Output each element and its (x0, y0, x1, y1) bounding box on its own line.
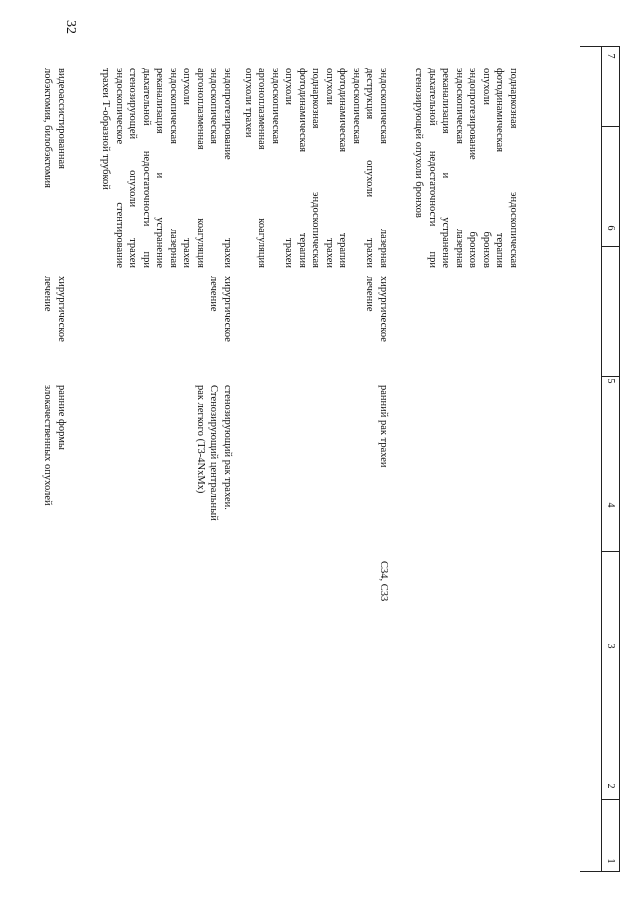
cell-diagnosis (41, 385, 68, 555)
cell-line: фотодинамическая терапия (494, 68, 506, 268)
cell-line: эндопротезирование трахеи (222, 68, 233, 268)
cell-line: эндоскопическая лазерная (168, 68, 179, 268)
cell-line: опухоли трахеи (324, 68, 335, 268)
cell-line: хирургическое (56, 276, 67, 342)
column-number-6: 6 (605, 225, 616, 231)
cell-line: эндоскопическая (351, 68, 362, 144)
cell-line: эндопротезирование бронхов (467, 68, 479, 268)
page-number: 32 (63, 20, 78, 34)
cell-line: стенозирующий рак трахеи. (222, 385, 233, 510)
cell-line: аргоноплазменная коагуляция (195, 68, 206, 268)
cell-method (99, 68, 234, 268)
col-border (602, 551, 620, 552)
cell-line: ранний рак трахеи (378, 385, 389, 468)
cell-line: аргоноплазменная коагуляция (256, 68, 268, 268)
cell-method (41, 68, 68, 268)
cell-line: деструкция опухоли трахеи (364, 68, 376, 268)
cell-line: эндоскопическая (270, 68, 281, 144)
cell-line: опухоли бронхов (481, 68, 492, 268)
cell-line: лечение (208, 276, 220, 312)
cell-treatment-type (41, 276, 68, 356)
column-number-3: 3 (605, 643, 616, 649)
cell-line: фотодинамическая терапия (297, 68, 308, 268)
cell-line: рак легкого (T3-4NxMx) (195, 385, 206, 494)
cell-diagnosis (194, 385, 235, 555)
column-number-7: 7 (605, 53, 616, 59)
col-border (602, 799, 620, 800)
cell-line: эндоскопическая (208, 68, 220, 144)
cell-line: хирургическое (378, 276, 389, 342)
cell-line: поднаркозная эндоскопическая (310, 68, 322, 268)
cell-line: реканализация и устранение (440, 68, 452, 268)
cell-line: стенозирующей опухоли трахеи (127, 68, 139, 268)
cell-line: эндоскопическая лазерная (378, 68, 389, 268)
cell-method (242, 68, 391, 268)
table-top-border (619, 46, 620, 872)
cell-line: хирургическое (222, 276, 233, 342)
cell-treatment-type (207, 276, 234, 356)
cell-line: ранние формы (56, 385, 67, 450)
col-border (602, 126, 620, 127)
column-number-1: 1 (605, 858, 616, 864)
col-border (602, 246, 620, 247)
cell-line: фотодинамическая терапия (337, 68, 349, 268)
cell-line: эндоскопическая лазерная (454, 68, 465, 268)
cell-line: трахеи Т-образной трубкой (100, 68, 112, 190)
cell-line: опухоли трахеи (243, 68, 254, 138)
cell-line: Стенозирующий центральный (208, 385, 220, 521)
header-row-border (601, 46, 602, 872)
cell-line: видеоассистированная (56, 68, 67, 170)
column-number-2: 2 (605, 783, 616, 789)
col-border (580, 871, 620, 872)
cell-line: реканализация и устранение (154, 68, 166, 268)
cell-line: лечение (42, 276, 54, 312)
cell-icd-code: C34, C33 (378, 561, 389, 602)
cell-line: поднаркозная эндоскопическая (508, 68, 519, 268)
cell-line: дыхательной недостаточности при (427, 68, 438, 268)
cell-line: эндоскопическое стентирование (114, 68, 125, 268)
column-number-5: 5 (605, 378, 616, 384)
cell-line: опухоли трахеи (181, 68, 193, 268)
cell-line: лечение (364, 276, 376, 312)
cell-line: лобэктомия, билобэктомия (42, 68, 54, 189)
cell-line: опухоли трахеи (283, 68, 295, 268)
cell-line: дыхательной недостаточности при (141, 68, 152, 268)
table (42, 46, 620, 872)
cell-line: злокачественных опухолей (42, 385, 54, 506)
cell-treatment-type (363, 276, 390, 356)
cell-line: стенозирующей опухоли бронхов (413, 68, 425, 218)
cell-method (412, 68, 520, 268)
cell-diagnosis (377, 385, 391, 555)
column-number-4: 4 (605, 502, 616, 508)
